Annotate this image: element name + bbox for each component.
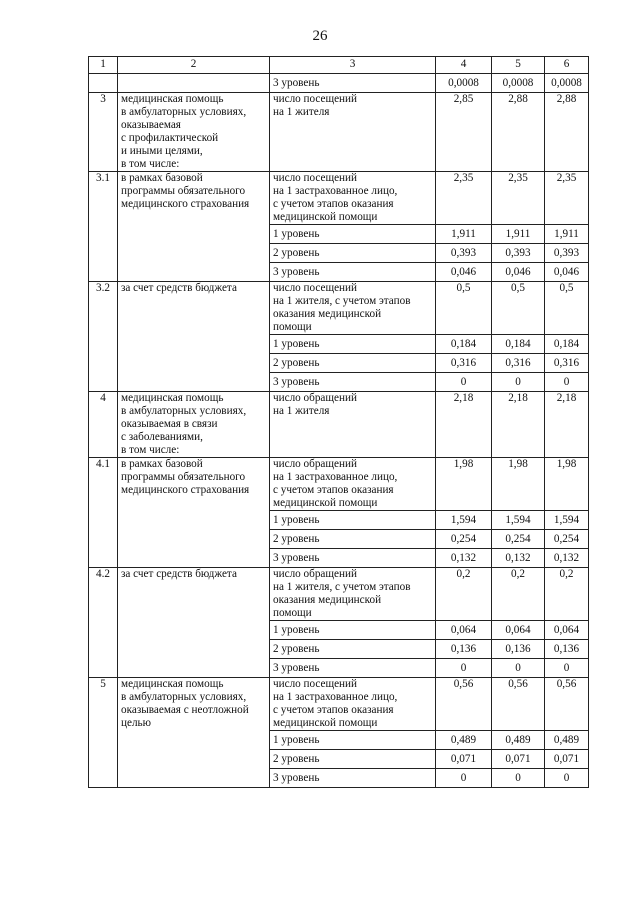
header-cell: 5 (492, 57, 545, 74)
row-number: 3 (89, 93, 118, 172)
level-label: 3 уровень (270, 549, 436, 568)
section-row (89, 458, 589, 511)
value-cell: 0,136 (436, 640, 492, 659)
value-cell: 1,594 (545, 511, 589, 530)
value-cell: 0,489 (436, 731, 492, 750)
indicator-unit: число обращений на 1 застрахованное лицо, с учетом этапов оказания медицинской помощи (270, 458, 436, 511)
section-row (89, 568, 589, 621)
value-cell: 0,56 (436, 678, 492, 731)
indicator-unit: число обращений на 1 жителя, с учетом этапов оказания медицинской помощи (270, 568, 436, 621)
value-cell: 0,046 (545, 263, 589, 282)
row-number: 4.2 (89, 568, 118, 678)
value-cell: 0,2 (436, 568, 492, 621)
value-cell: 0,316 (545, 354, 589, 373)
indicators-table (88, 56, 589, 788)
section-row (89, 392, 589, 458)
indicator-unit: число посещений на 1 застрахованное лицо, с учетом этапов оказания медицинской помощи (270, 678, 436, 731)
value-cell: 0,132 (492, 549, 545, 568)
value-cell: 0 (436, 373, 492, 392)
value-cell: 0,071 (545, 750, 589, 769)
value-cell: 1,911 (492, 225, 545, 244)
header-cell: 3 (270, 57, 436, 74)
row-name: в рамках базовой программы обязательного медицинского страхования (118, 458, 270, 568)
value-cell: 0,2 (545, 568, 589, 621)
value-cell: 2,18 (545, 392, 589, 458)
level-label: 1 уровень (270, 225, 436, 244)
value-cell: 0,132 (436, 549, 492, 568)
value-cell: 0 (436, 659, 492, 678)
row-name: за счет средств бюджета (118, 568, 270, 678)
section-row (89, 93, 589, 172)
value-cell: 1,98 (492, 458, 545, 511)
value-cell: 0 (545, 659, 589, 678)
row-number: 3.1 (89, 172, 118, 282)
value-cell: 0,071 (492, 750, 545, 769)
level-label: 1 уровень (270, 511, 436, 530)
level-label: 3 уровень (270, 659, 436, 678)
continuation-row (89, 74, 589, 93)
empty-cell (89, 74, 118, 93)
value-cell: 2,18 (436, 392, 492, 458)
row-name: медицинская помощь в амбулаторных условиях, оказываемая в связи с заболеваниями, в том числе: (118, 392, 270, 458)
value-cell: 1,911 (545, 225, 589, 244)
value-cell: 0,254 (436, 530, 492, 549)
section-row (89, 678, 589, 731)
value-cell: 0,184 (545, 335, 589, 354)
value-cell: 0,393 (545, 244, 589, 263)
value-cell: 0 (492, 373, 545, 392)
row-name: медицинская помощь в амбулаторных условиях, оказываемая с неотложной целью (118, 678, 270, 788)
value-cell: 0,071 (436, 750, 492, 769)
header-cell: 1 (89, 57, 118, 74)
value-cell: 2,35 (436, 172, 492, 225)
value-cell: 0,316 (436, 354, 492, 373)
value-cell: 1,594 (492, 511, 545, 530)
value-cell: 0,5 (545, 282, 589, 335)
row-name: в рамках базовой программы обязательного медицинского страхования (118, 172, 270, 282)
value-cell: 0 (545, 373, 589, 392)
value-cell: 1,911 (436, 225, 492, 244)
level-label: 3 уровень (270, 263, 436, 282)
row-name: медицинская помощь в амбулаторных условиях, оказываемая с профилактической и иными целями, в том числе: (118, 93, 270, 172)
value-cell: 0,56 (492, 678, 545, 731)
level-label: 2 уровень (270, 244, 436, 263)
header-cell: 2 (118, 57, 270, 74)
value-cell: 0,254 (492, 530, 545, 549)
value-cell: 0,136 (492, 640, 545, 659)
indicator-unit: число посещений на 1 застрахованное лицо, с учетом этапов оказания медицинской помощи (270, 172, 436, 225)
level-label: 1 уровень (270, 731, 436, 750)
value-cell: 1,98 (436, 458, 492, 511)
indicator-unit: число посещений на 1 жителя (270, 93, 436, 172)
value-cell: 0 (492, 659, 545, 678)
value-cell: 2,88 (545, 93, 589, 172)
value-cell: 0,064 (436, 621, 492, 640)
level-label: 1 уровень (270, 335, 436, 354)
value-cell: 0,0008 (492, 74, 545, 93)
value-cell: 0,393 (492, 244, 545, 263)
header-cell: 4 (436, 57, 492, 74)
value-cell: 0,0008 (545, 74, 589, 93)
level-label: 1 уровень (270, 621, 436, 640)
value-cell: 1,594 (436, 511, 492, 530)
value-cell: 2,18 (492, 392, 545, 458)
level-label: 2 уровень (270, 354, 436, 373)
indicator-unit: число обращений на 1 жителя (270, 392, 436, 458)
level-label: 3 уровень (270, 74, 436, 93)
value-cell: 0,136 (545, 640, 589, 659)
value-cell: 0,132 (545, 549, 589, 568)
indicator-unit: число посещений на 1 жителя, с учетом этапов оказания медицинской помощи (270, 282, 436, 335)
section-row (89, 172, 589, 225)
value-cell: 2,88 (492, 93, 545, 172)
row-number: 5 (89, 678, 118, 788)
level-label: 2 уровень (270, 750, 436, 769)
level-label: 3 уровень (270, 769, 436, 788)
value-cell: 0,046 (436, 263, 492, 282)
value-cell: 0,5 (436, 282, 492, 335)
value-cell: 0,064 (545, 621, 589, 640)
value-cell: 0,184 (436, 335, 492, 354)
value-cell: 0,5 (492, 282, 545, 335)
row-number: 4 (89, 392, 118, 458)
value-cell: 2,35 (492, 172, 545, 225)
empty-cell (118, 74, 270, 93)
page-number: 26 (312, 28, 328, 44)
value-cell: 0,393 (436, 244, 492, 263)
value-cell: 0,046 (492, 263, 545, 282)
value-cell: 2,35 (545, 172, 589, 225)
value-cell: 0 (492, 769, 545, 788)
value-cell: 0,184 (492, 335, 545, 354)
level-label: 3 уровень (270, 373, 436, 392)
value-cell: 0 (545, 769, 589, 788)
value-cell: 0 (436, 769, 492, 788)
section-row (89, 282, 589, 335)
value-cell: 1,98 (545, 458, 589, 511)
value-cell: 0,0008 (436, 74, 492, 93)
value-cell: 0,254 (545, 530, 589, 549)
value-cell: 0,56 (545, 678, 589, 731)
value-cell: 2,85 (436, 93, 492, 172)
level-label: 2 уровень (270, 530, 436, 549)
row-number: 3.2 (89, 282, 118, 392)
level-label: 2 уровень (270, 640, 436, 659)
header-cell: 6 (545, 57, 589, 74)
value-cell: 0,489 (545, 731, 589, 750)
value-cell: 0,064 (492, 621, 545, 640)
value-cell: 0,316 (492, 354, 545, 373)
row-number: 4.1 (89, 458, 118, 568)
value-cell: 0,489 (492, 731, 545, 750)
value-cell: 0,2 (492, 568, 545, 621)
header-row (89, 57, 589, 74)
row-name: за счет средств бюджета (118, 282, 270, 392)
